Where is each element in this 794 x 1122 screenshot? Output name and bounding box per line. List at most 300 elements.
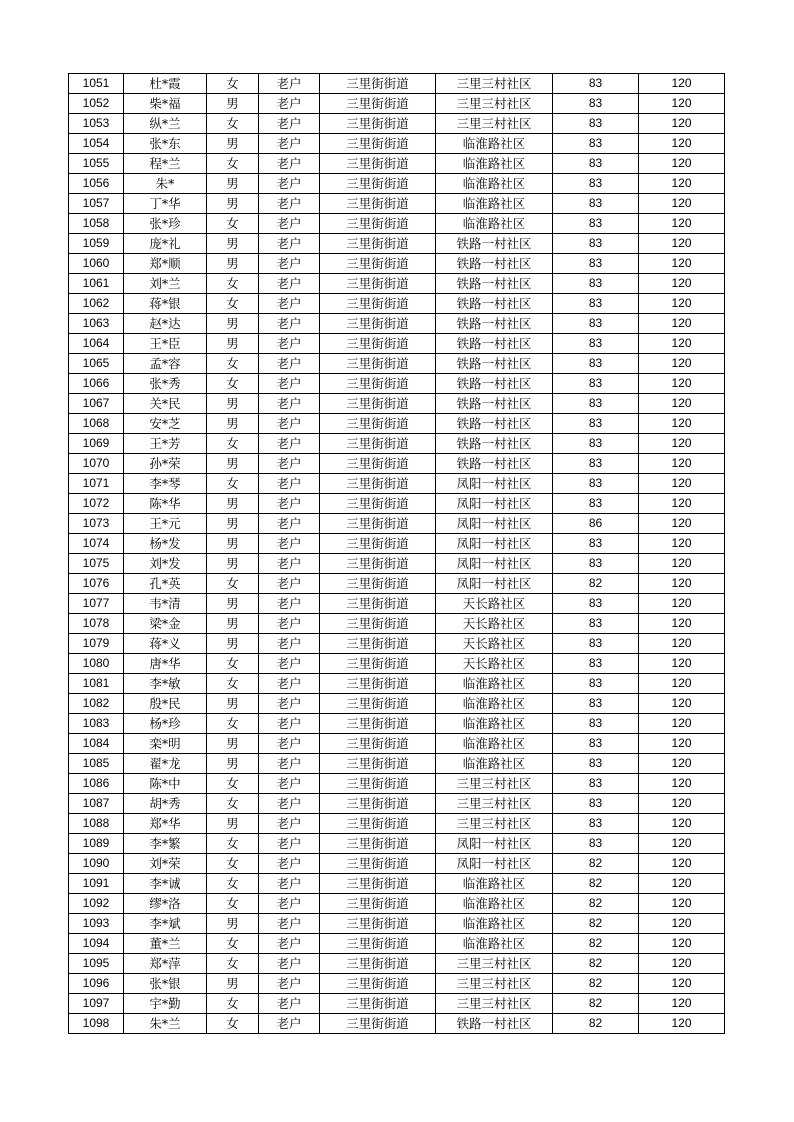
cell-amount: 120 [639,694,725,714]
cell-name: 韦*清 [124,594,207,614]
cell-age: 82 [553,894,639,914]
cell-gender: 女 [207,794,259,814]
cell-amount: 120 [639,954,725,974]
cell-gender: 女 [207,574,259,594]
cell-name: 刘*发 [124,554,207,574]
cell-household-type: 老户 [259,494,320,514]
cell-household-type: 老户 [259,274,320,294]
cell-age: 82 [553,954,639,974]
cell-amount: 120 [639,974,725,994]
cell-community: 临淮路社区 [436,874,553,894]
table-row [69,654,725,674]
cell-household-type: 老户 [259,894,320,914]
cell-age: 83 [553,374,639,394]
cell-gender: 女 [207,374,259,394]
cell-name: 杜*霞 [124,74,207,94]
cell-street: 三里街街道 [320,734,436,754]
cell-gender: 男 [207,494,259,514]
cell-index: 1062 [69,294,124,314]
cell-index: 1090 [69,854,124,874]
cell-gender: 女 [207,994,259,1014]
cell-amount: 120 [639,354,725,374]
cell-household-type: 老户 [259,354,320,374]
cell-gender: 男 [207,134,259,154]
cell-index: 1059 [69,234,124,254]
cell-gender: 女 [207,1014,259,1034]
cell-amount: 120 [639,594,725,614]
cell-index: 1076 [69,574,124,594]
cell-age: 83 [553,234,639,254]
cell-community: 三里三村社区 [436,74,553,94]
cell-household-type: 老户 [259,634,320,654]
cell-gender: 男 [207,414,259,434]
cell-amount: 120 [639,834,725,854]
cell-name: 唐*华 [124,654,207,674]
cell-household-type: 老户 [259,394,320,414]
cell-gender: 男 [207,814,259,834]
cell-community: 三里三村社区 [436,814,553,834]
cell-index: 1094 [69,934,124,954]
table-row [69,214,725,234]
cell-gender: 男 [207,974,259,994]
cell-gender: 男 [207,694,259,714]
cell-index: 1086 [69,774,124,794]
cell-street: 三里街街道 [320,414,436,434]
cell-name: 翟*龙 [124,754,207,774]
cell-household-type: 老户 [259,794,320,814]
cell-street: 三里街街道 [320,634,436,654]
cell-age: 83 [553,314,639,334]
cell-gender: 男 [207,454,259,474]
table-row [69,634,725,654]
table-row [69,534,725,554]
cell-community: 临淮路社区 [436,914,553,934]
cell-community: 临淮路社区 [436,734,553,754]
cell-gender: 男 [207,314,259,334]
cell-community: 临淮路社区 [436,674,553,694]
cell-household-type: 老户 [259,934,320,954]
cell-household-type: 老户 [259,834,320,854]
cell-name: 宇*勤 [124,994,207,1014]
cell-age: 83 [553,134,639,154]
cell-age: 83 [553,814,639,834]
cell-community: 天长路社区 [436,594,553,614]
cell-age: 83 [553,274,639,294]
table-row [69,434,725,454]
table-row [69,854,725,874]
cell-name: 董*兰 [124,934,207,954]
cell-street: 三里街街道 [320,574,436,594]
cell-amount: 120 [639,94,725,114]
cell-index: 1093 [69,914,124,934]
cell-street: 三里街街道 [320,974,436,994]
cell-community: 凤阳一村社区 [436,534,553,554]
cell-amount: 120 [639,234,725,254]
cell-name: 关*民 [124,394,207,414]
table-row [69,234,725,254]
cell-index: 1060 [69,254,124,274]
cell-amount: 120 [639,74,725,94]
cell-amount: 120 [639,754,725,774]
table-row [69,114,725,134]
records-table-body [69,74,725,1034]
cell-street: 三里街街道 [320,914,436,934]
cell-amount: 120 [639,914,725,934]
cell-index: 1066 [69,374,124,394]
cell-gender: 男 [207,914,259,934]
cell-name: 张*银 [124,974,207,994]
cell-gender: 女 [207,354,259,374]
cell-community: 铁路一村社区 [436,354,553,374]
cell-household-type: 老户 [259,614,320,634]
cell-index: 1091 [69,874,124,894]
cell-age: 83 [553,174,639,194]
cell-age: 82 [553,974,639,994]
cell-index: 1088 [69,814,124,834]
table-row [69,794,725,814]
cell-name: 陈*华 [124,494,207,514]
table-row [69,394,725,414]
cell-age: 83 [553,634,639,654]
cell-household-type: 老户 [259,594,320,614]
cell-amount: 120 [639,134,725,154]
cell-household-type: 老户 [259,774,320,794]
cell-amount: 120 [639,154,725,174]
cell-street: 三里街街道 [320,174,436,194]
table-row [69,754,725,774]
cell-age: 83 [553,114,639,134]
cell-gender: 男 [207,254,259,274]
cell-amount: 120 [639,774,725,794]
table-row [69,954,725,974]
cell-street: 三里街街道 [320,454,436,474]
cell-age: 82 [553,1014,639,1034]
cell-gender: 女 [207,854,259,874]
table-row [69,694,725,714]
cell-index: 1072 [69,494,124,514]
cell-household-type: 老户 [259,254,320,274]
cell-household-type: 老户 [259,814,320,834]
cell-household-type: 老户 [259,954,320,974]
cell-amount: 120 [639,554,725,574]
cell-name: 庞*礼 [124,234,207,254]
cell-age: 83 [553,454,639,474]
cell-name: 孔*英 [124,574,207,594]
cell-street: 三里街街道 [320,114,436,134]
table-row [69,414,725,434]
cell-age: 82 [553,934,639,954]
cell-age: 83 [553,334,639,354]
cell-household-type: 老户 [259,94,320,114]
cell-name: 栾*明 [124,734,207,754]
cell-name: 刘*兰 [124,274,207,294]
cell-household-type: 老户 [259,474,320,494]
table-row [69,914,725,934]
table-row [69,674,725,694]
cell-amount: 120 [639,194,725,214]
cell-amount: 120 [639,454,725,474]
cell-household-type: 老户 [259,1014,320,1034]
table-row [69,154,725,174]
cell-gender: 男 [207,594,259,614]
cell-index: 1092 [69,894,124,914]
cell-community: 铁路一村社区 [436,254,553,274]
cell-street: 三里街街道 [320,294,436,314]
cell-household-type: 老户 [259,754,320,774]
cell-index: 1097 [69,994,124,1014]
cell-household-type: 老户 [259,994,320,1014]
table-row [69,314,725,334]
cell-name: 李*诚 [124,874,207,894]
cell-street: 三里街街道 [320,894,436,914]
cell-community: 凤阳一村社区 [436,514,553,534]
table-row [69,994,725,1014]
cell-index: 1071 [69,474,124,494]
cell-index: 1068 [69,414,124,434]
cell-name: 李*繁 [124,834,207,854]
cell-amount: 120 [639,854,725,874]
cell-gender: 女 [207,674,259,694]
cell-amount: 120 [639,334,725,354]
cell-street: 三里街街道 [320,154,436,174]
cell-household-type: 老户 [259,234,320,254]
table-row [69,574,725,594]
cell-gender: 男 [207,194,259,214]
cell-index: 1070 [69,454,124,474]
cell-index: 1084 [69,734,124,754]
cell-amount: 120 [639,714,725,734]
cell-household-type: 老户 [259,714,320,734]
cell-gender: 女 [207,434,259,454]
cell-index: 1096 [69,974,124,994]
cell-household-type: 老户 [259,214,320,234]
cell-name: 张*东 [124,134,207,154]
cell-name: 李*琴 [124,474,207,494]
cell-name: 蒋*银 [124,294,207,314]
cell-amount: 120 [639,414,725,434]
table-row [69,294,725,314]
cell-community: 临淮路社区 [436,174,553,194]
cell-household-type: 老户 [259,314,320,334]
cell-household-type: 老户 [259,114,320,134]
cell-gender: 女 [207,274,259,294]
cell-amount: 120 [639,214,725,234]
cell-index: 1098 [69,1014,124,1034]
cell-amount: 120 [639,314,725,334]
cell-community: 铁路一村社区 [436,414,553,434]
cell-amount: 120 [639,1014,725,1034]
cell-gender: 女 [207,654,259,674]
cell-street: 三里街街道 [320,274,436,294]
cell-name: 梁*金 [124,614,207,634]
cell-community: 临淮路社区 [436,754,553,774]
cell-amount: 120 [639,894,725,914]
cell-household-type: 老户 [259,134,320,154]
cell-amount: 120 [639,174,725,194]
cell-community: 铁路一村社区 [436,234,553,254]
cell-household-type: 老户 [259,914,320,934]
cell-index: 1054 [69,134,124,154]
cell-community: 铁路一村社区 [436,314,553,334]
cell-amount: 120 [639,614,725,634]
cell-name: 张*珍 [124,214,207,234]
cell-household-type: 老户 [259,154,320,174]
cell-gender: 女 [207,774,259,794]
cell-name: 孟*容 [124,354,207,374]
cell-age: 83 [553,294,639,314]
cell-name: 王*元 [124,514,207,534]
cell-community: 临淮路社区 [436,934,553,954]
cell-street: 三里街街道 [320,214,436,234]
cell-gender: 女 [207,894,259,914]
cell-name: 李*斌 [124,914,207,934]
cell-index: 1075 [69,554,124,574]
cell-amount: 120 [639,794,725,814]
cell-street: 三里街街道 [320,934,436,954]
cell-street: 三里街街道 [320,654,436,674]
cell-community: 三里三村社区 [436,774,553,794]
cell-name: 胡*秀 [124,794,207,814]
cell-age: 83 [553,674,639,694]
cell-amount: 120 [639,474,725,494]
cell-age: 82 [553,574,639,594]
cell-name: 王*芳 [124,434,207,454]
cell-street: 三里街街道 [320,474,436,494]
cell-gender: 男 [207,94,259,114]
cell-street: 三里街街道 [320,534,436,554]
cell-gender: 男 [207,634,259,654]
cell-gender: 女 [207,714,259,734]
cell-age: 83 [553,214,639,234]
table-row [69,714,725,734]
cell-age: 82 [553,854,639,874]
cell-street: 三里街街道 [320,954,436,974]
table-row [69,194,725,214]
cell-street: 三里街街道 [320,694,436,714]
cell-index: 1061 [69,274,124,294]
cell-name: 缪*洛 [124,894,207,914]
cell-street: 三里街街道 [320,674,436,694]
cell-street: 三里街街道 [320,794,436,814]
cell-community: 铁路一村社区 [436,274,553,294]
cell-gender: 男 [207,614,259,634]
cell-street: 三里街街道 [320,814,436,834]
cell-name: 郑*华 [124,814,207,834]
cell-name: 孙*荣 [124,454,207,474]
cell-community: 凤阳一村社区 [436,474,553,494]
table-row [69,94,725,114]
cell-household-type: 老户 [259,414,320,434]
cell-index: 1082 [69,694,124,714]
cell-age: 83 [553,734,639,754]
cell-gender: 女 [207,74,259,94]
cell-age: 83 [553,594,639,614]
cell-gender: 男 [207,174,259,194]
cell-street: 三里街街道 [320,614,436,634]
cell-household-type: 老户 [259,174,320,194]
cell-street: 三里街街道 [320,234,436,254]
cell-index: 1080 [69,654,124,674]
cell-index: 1073 [69,514,124,534]
cell-amount: 120 [639,654,725,674]
cell-gender: 男 [207,534,259,554]
cell-street: 三里街街道 [320,1014,436,1034]
cell-gender: 男 [207,334,259,354]
table-row [69,494,725,514]
table-row [69,74,725,94]
cell-name: 纵*兰 [124,114,207,134]
cell-community: 临淮路社区 [436,194,553,214]
cell-community: 临淮路社区 [436,214,553,234]
cell-street: 三里街街道 [320,554,436,574]
cell-index: 1087 [69,794,124,814]
cell-street: 三里街街道 [320,354,436,374]
cell-gender: 男 [207,734,259,754]
cell-index: 1058 [69,214,124,234]
cell-age: 83 [553,554,639,574]
cell-street: 三里街街道 [320,254,436,274]
cell-index: 1057 [69,194,124,214]
table-row [69,774,725,794]
cell-gender: 女 [207,874,259,894]
cell-household-type: 老户 [259,974,320,994]
cell-community: 凤阳一村社区 [436,854,553,874]
cell-age: 83 [553,534,639,554]
cell-community: 三里三村社区 [436,954,553,974]
cell-community: 凤阳一村社区 [436,554,553,574]
cell-name: 陈*中 [124,774,207,794]
cell-community: 铁路一村社区 [436,294,553,314]
cell-street: 三里街街道 [320,134,436,154]
table-row [69,454,725,474]
cell-name: 杨*发 [124,534,207,554]
cell-gender: 女 [207,114,259,134]
cell-community: 凤阳一村社区 [436,574,553,594]
cell-index: 1078 [69,614,124,634]
cell-age: 83 [553,654,639,674]
cell-household-type: 老户 [259,514,320,534]
cell-gender: 女 [207,474,259,494]
cell-amount: 120 [639,114,725,134]
cell-household-type: 老户 [259,574,320,594]
cell-age: 83 [553,394,639,414]
cell-household-type: 老户 [259,434,320,454]
cell-name: 杨*珍 [124,714,207,734]
cell-index: 1056 [69,174,124,194]
cell-gender: 女 [207,954,259,974]
table-row [69,174,725,194]
cell-name: 程*兰 [124,154,207,174]
cell-name: 殷*民 [124,694,207,714]
cell-community: 三里三村社区 [436,974,553,994]
cell-street: 三里街街道 [320,874,436,894]
cell-household-type: 老户 [259,334,320,354]
cell-index: 1074 [69,534,124,554]
cell-amount: 120 [639,994,725,1014]
cell-household-type: 老户 [259,554,320,574]
cell-amount: 120 [639,434,725,454]
cell-index: 1085 [69,754,124,774]
cell-name: 王*臣 [124,334,207,354]
cell-amount: 120 [639,254,725,274]
cell-age: 83 [553,434,639,454]
cell-index: 1089 [69,834,124,854]
cell-community: 临淮路社区 [436,694,553,714]
cell-amount: 120 [639,274,725,294]
cell-age: 83 [553,414,639,434]
cell-index: 1079 [69,634,124,654]
cell-street: 三里街街道 [320,854,436,874]
